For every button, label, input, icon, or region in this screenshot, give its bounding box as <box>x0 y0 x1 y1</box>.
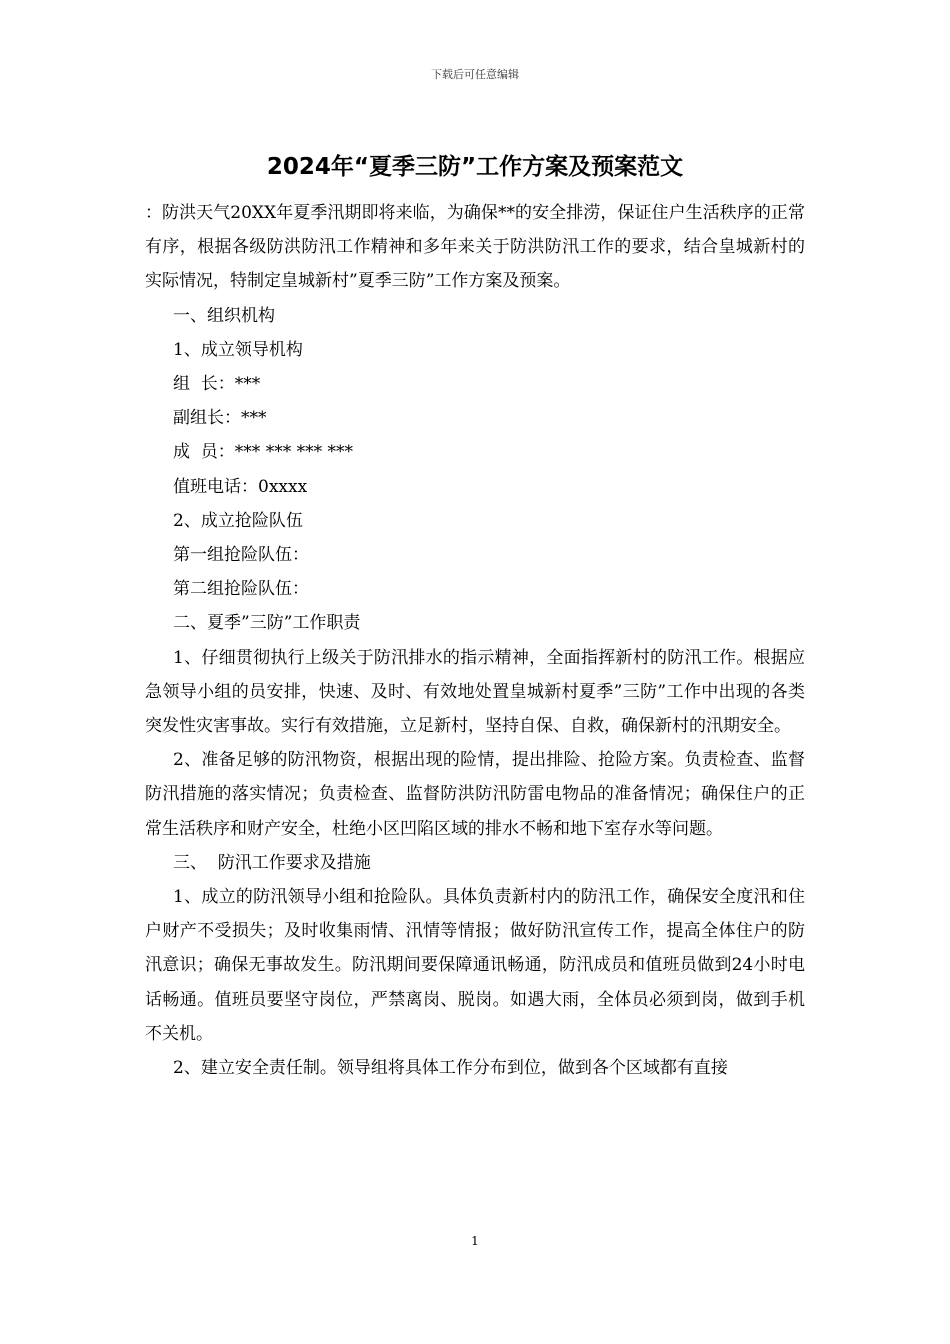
intro-paragraph: ：防洪天气20XX年夏季汛期即将来临，为确保**的安全排涝，保证住户生活秩序的正常有序，根据各级防洪防汛工作精神和多年来关于防洪防汛工作的要求，结合皇城新村的实际情况，特制定皇城新村”夏季三防”工作方案及预案。 <box>145 203 805 292</box>
rescue-team-two: 第二组抢险队伍： <box>173 579 309 600</box>
section-heading-duties: 二、夏季”三防”工作职责 <box>173 613 361 634</box>
duty-paragraph-1: 1、仔细贯彻执行上级关于防汛排水的指示精神，全面指挥新村的防汛工作。根据应急领导小组的员安排，快速、及时、有效地处置皇城新村夏季”三防”工作中出现的各类突发性灾害事故。实行有效措施，立足新村，坚持自保、自救，确保新村的汛期安全。 <box>145 647 805 737</box>
document-title: 2024年“夏季三防”工作方案及预案范文 <box>266 154 684 180</box>
rescue-team-one: 第一组抢险队伍： <box>173 545 309 566</box>
members-line: 成 员：*** *** *** *** <box>173 442 354 463</box>
section-heading-organization: 一、组织机构 <box>173 305 275 326</box>
section-heading-requirements: 三、 防汛工作要求及措施 <box>173 852 371 873</box>
duty-phone-line: 值班电话：0xxxx <box>173 476 308 497</box>
requirement-paragraph-2: 2、建立安全责任制。领导组将具体工作分布到位，做到各个区域都有直接 <box>173 1058 728 1079</box>
deputy-leader-line: 副组长：*** <box>173 408 267 429</box>
page-number: 1 <box>471 1234 479 1248</box>
document-body <box>145 196 805 1085</box>
duty-paragraph-2: 2、准备足够的防汛物资，根据出现的险情，提出排险、抢险方案。负责检查、监督防汛措施的落实情况；负责检查、监督防洪防汛防雷电物品的准备情况；确保住户的正常生活秩序和财产安全，杜绝小区凹陷区域的排水不畅和地下室存水等问题。 <box>145 750 805 839</box>
requirement-paragraph-1: 1、成立的防汛领导小组和抢险队。具体负责新村内的防汛工作，确保安全度汛和住户财产不受损失；及时收集雨情、汛情等情报；做好防汛宣传工作，提高全体住户的防汛意识；确保无事故发生。防汛期间要保障通讯畅通，防汛成员和值班员做到24小时电话畅通。值班员要坚守岗位，严禁离岗、脱岗。如遇大雨，全体员必须到岗，做到手机不关机。 <box>145 887 805 1044</box>
subsection-rescue-team: 2、成立抢险队伍 <box>173 510 303 531</box>
team-leader-line: 组 长：*** <box>173 374 261 395</box>
page-header-note: 下载后可任意编辑 <box>431 68 519 81</box>
subsection-leadership: 1、成立领导机构 <box>173 339 303 360</box>
